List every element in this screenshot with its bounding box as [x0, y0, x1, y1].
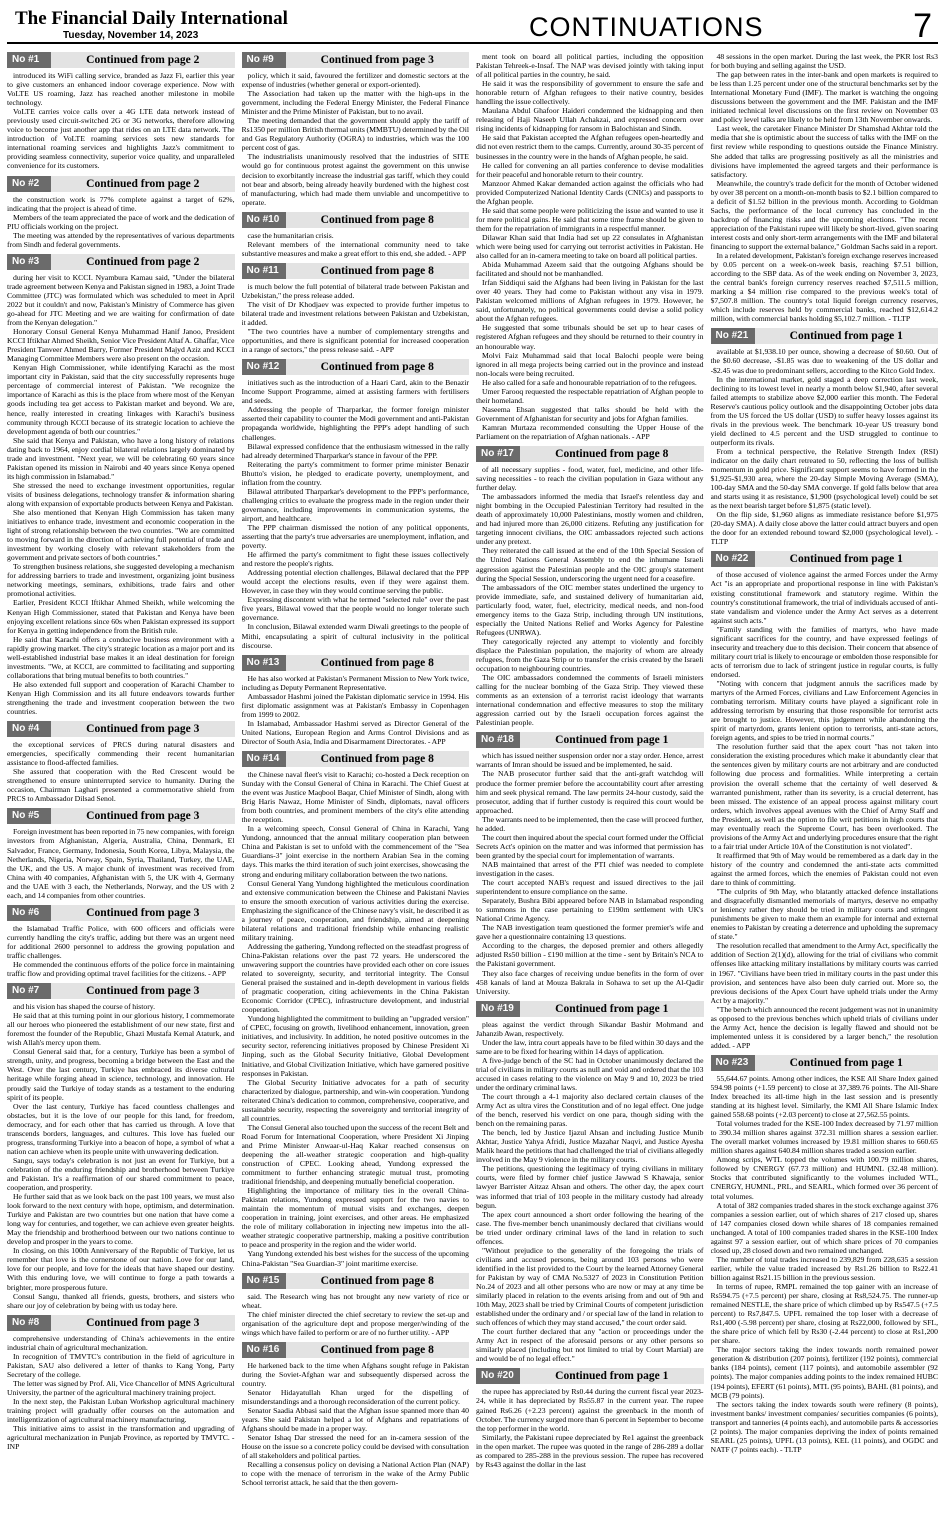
paragraph: the Islamabad Traffic Police, with 600 officers and officials were currently handling the city's traffic, adding but there was an urgent need for additional 2600 personnel to address the growing population and traffic challenges. [7, 923, 235, 960]
paragraph: Naseema Ehsan suggested that talks should be held with the Government of Afghanistan for security and jobs for Afghan families. [476, 404, 704, 423]
paragraph: Senator Hidayatullah Khan urged for the dispelling of misunderstandings and a thorough reconsideration of the current policy. [241, 1387, 469, 1406]
continued-header [242, 212, 470, 228]
paragraph: "Without prejudice to the generality of the foregoing the trials of civilians and accused persons, being around 103 persons who were identified in the list provided to the Court by the learned Attorney General for Pakistan by way of CMA No.5327 of 2023 in Constitution Petition No.24 of 2023 and all other persons who are now or may at any time be similarly placed in relation to the events arising from and out of 9th and 10th May, 2023 shall be tried by Criminal Courts of competent jurisdiction established under the ordinary and / or special law of the land in relation to such offences of which they may stand accused," the court order said. [476, 1245, 704, 1328]
paragraph: of all necessary supplies - food, water, fuel, medicine, and other life-saving necessities - to reach the civilian population in Gaza without any further delay. [476, 465, 704, 493]
paragraph: the rupee has appreciated by Rs0.44 during the current fiscal year 2023-24, while it has depreciated by Rs55.87 in the current year. The rupee gained Rs6.26 (+2.23 percent) against the greenback in the month of October. The currency surged more than 6 percent in September to become the top performer in the world. [476, 1387, 704, 1433]
paragraph: He said that some people were politicizing the issue and wanted to use it for mere political gains. He said that some time frame should be given to them for the repatriation of immigrants in a respectful manner. [476, 205, 704, 233]
continued-from-label: Continued from page 8 [320, 656, 434, 669]
article [242, 52, 470, 207]
continued-from-label: Continued from page 3 [86, 723, 200, 736]
paragraph: The sectors taking the index towards south were refinery (8 points), investment banks/ investment companies/ securities companies (6 points), transport and tanneries (4 points each), and automobile parts & accessories (2 points). The major companies depriving the index of points remained SEARL (25 points), UPFL (13 points), KEL (11 points), and OGDC and NATF (7 points each). - TLTP [710, 1399, 938, 1454]
paragraph: A total of 382 companies traded shares in the stock exchange against 376 companies a session earlier, out of which shares of 217 closed up, shares of 147 companies closed down while shares of 18 companies remained unchanged. A total of 100 companies traded shares in the KSE-100 Index against 97 a session earlier, out of which share prices of 70 companies closed up, 28 closed down and two remained unchanged. [710, 1200, 938, 1255]
continued-from-label: Continued from page 2 [86, 255, 200, 268]
paragraph: "The culprits of 9th May, who blatantly attacked defence installations and disgracefully dismantled memorials of martyrs, deserve no empathy or leniency rather they should be tried in military courts and stringent punishments be given to make them an example for internal and external enemies to Pakistan by creating a deterrence and upholding the supremacy of state." [710, 887, 938, 942]
paragraph: Dilawar Khan said that India had set up 22 consulates in Afghanistan which were being used for carrying out terrorist activities in Pakistan. He also called for an in-camera meeting to take on board all political parties. [476, 232, 704, 261]
paragraph: He called for convening an all parties conference to devise modalities for their peaceful and honorable return to their country. [476, 160, 704, 179]
continued-from-label: Continued from page 3 [86, 810, 200, 823]
paragraph: He said that Karachi offers a conducive business environment with a rapidly growing market. The city's strategic location as a major port and its well-established industrial base makes it an ideal destination for foreign investments. "We, at KCCI, are committed to facilitating and supporting collaborations that bring mutual benefits to both countries." [7, 634, 235, 680]
article [7, 176, 235, 249]
continued-header [7, 983, 235, 999]
paragraph: In recognition of TMVTC's contribution in the field of agriculture in Pakistan, SAU also delivered a letter of thanks to Kang Yong, Party Secretary of the college. [7, 1351, 235, 1379]
paragraph: The ambassadors informed the media that Israel's relentless day and night bombing in the Occupied Palestinian Territory had resulted in the death of approximately 10,000 Palestinians, mostly women and children, and had injured more than 26,000 citizens. Refuting any justification for targeting innocent civilians, the OIC ambassadors rejected such actions under any pretext. [476, 492, 704, 547]
paragraph: The PPP chairman dismissed the notion of any political opponents, asserting that the party's true adversaries are unemployment, inflation, and poverty. [241, 522, 469, 551]
paragraph: He commended the continuous efforts of the police force in maintaining traffic flow and providing optimal travel facilities for the citizens. - APP [7, 959, 235, 979]
paragraph: The letter was signed by Prof. Ali, Vice Chancellor of MNS Agricultural University, the partner of the agricultural machinery training project. [7, 1378, 235, 1397]
paragraph: Bilawal attributed Tharparkar's development to the PPP's performance, challenging critics to evaluate the progress made in the region under their governance, including improvements in communication systems, the airport, and healthcare. [241, 486, 469, 523]
article [242, 359, 470, 649]
article [476, 1001, 704, 1364]
continued-header [476, 732, 704, 748]
article-number: No #17 [476, 446, 520, 462]
article-number: No #13 [242, 655, 286, 671]
continued-from-label: Continued from page 3 [86, 1316, 200, 1329]
paragraph: He said that Pakistan accepted the Afghan refugees open-heartedly and did not even restrict them to the camps. Currently, around 30-35 percent of businesses in the country were in the hands of Afghan people, he said. [476, 133, 704, 161]
paragraph: Members of the team appreciated the pace of work and the dedication of PIU officials working on the project. [7, 212, 235, 231]
article-body [711, 52, 939, 323]
continued-from-label: Continued from page 8 [320, 1274, 434, 1287]
paragraph: She said that Kenya and Pakistan, who have a long history of relations dating back to 1964, enjoy cordial bilateral relations largely dominated by trade and investment. "Next year, we will be celebrating 60 years since Pakistan opened its mission in Nairobi and 40 years since Kenya opened its high commission in Islamabad." [7, 435, 235, 481]
paragraph: Kenyan High Commissioner, while identifying Karachi as the most important city in Pakistan, said that the city successfully represents huge percentage of commercial interest of Pakistan. "We recognize the importance of Karachi as this is the place from where most of the Kenyan goods including tea get access to Pakistan market and beyond. We are, hence, really interested in creating linkages with Karachi's business community through KCCI because of its strategic location to achieve the development agenda of both our countries." [7, 363, 235, 436]
article-body [7, 827, 235, 899]
paragraph: 55,644.67 points. Among other indices, the KSE All Share Index gained 594.98 points (+1.59 percent) to close at 37,389.76 points. The All-Share Index breached its all-time high in the last session and is presently standing at its highest level. Similarly, the KMI All Share Islamic Index gained 558.68 points (+2.03 percent) to close at 27,562.55 points. [710, 1073, 938, 1120]
paragraph: ment took on board all political parties, including the opposition Pakistan Tehreek-e-Insaf. The NAP was devised jointly with taking input of all political parties in the country, he said. [476, 52, 704, 80]
paragraph: The Consul General also touched upon the success of the recent Belt and Road Forum for International Cooperation, where President Xi Jinping and Prime Minister Anwaar-ul-Haq Kakar reached consensus on deepening the all-weather strategic cooperation and high-quality construction of CPEC. Looking ahead, Yundong expressed the commitment to further enhancing strategic mutual trust, promoting traditional friendship, and deepening mutually beneficial cooperation. [241, 1122, 469, 1187]
paragraph: Senator Ishaq Dar stressed the need for an in-camera session of the House on the issue so a concrete policy could be devised with consultation of all stakeholders and political parties. [241, 1433, 469, 1461]
paragraph: Umer Farooq requested the respectable repatriation of Afghan people to their homeland. [476, 386, 704, 405]
continued-header [242, 1342, 470, 1358]
continued-header [7, 905, 235, 921]
article [7, 808, 235, 899]
article-number: No #14 [242, 751, 286, 767]
article [7, 254, 235, 716]
paragraph: Maulana Abdul Ghafoor Haideri condemned the kidnapping and then releasing of Haji Naseeb Ullah Achakzai, and expressed concern over rising incidents of kidnapping for ransom in Balochistan and Sindh. [476, 106, 704, 134]
article-body [476, 465, 704, 727]
continued-from-label: Continued from page 1 [555, 1002, 669, 1015]
paragraph: Relevant members of the international community need to take substantive measures and make a great effort to this end, she added. - APP [241, 239, 469, 258]
paragraph: said. The Research wing has not brought any new variety of rice or wheat. [241, 1291, 469, 1310]
continued-header [476, 1001, 704, 1017]
paragraph: The meeting demanded that the government should apply the tariff of Rs1350 per million British thermal units (MMBTU) determined by the Oil and Gas Regulatory Authority (OGRA) to industries, which was the 100 percent cost of gas. [241, 116, 469, 153]
paragraph: "The bench which announced the recent judgement was not in unanimity as opposed to the previous benches which upheld trials of civilians under the Army Act, hence the decision is legally flawed and should not be implemented unless it is considered by a larger bench," the resolution added. - APP [710, 1004, 938, 1050]
paragraph: The resolution further said that the apex court "has not taken into consideration the existing procedures which make it abundantly clear that the sentences given by military courts are not arbitrary and are conducted following due process and formalities. While interpreting a certain provision the overall scheme that the certainty of well deserved & warranted punishment, rather than its severity, is a crucial deterrent, has been missed. The existence of an appeal process against military court orders, which involves appeal avenues with the Chief of Army Staff and the President, as well as the option to file writ petitions in high courts that may eventually reach the Supreme Court, has been overlooked. The provisions of the Army Act and underlying procedures ensure that the right to a fair trial under Article 10A of the Constitution is not violated". [710, 742, 938, 851]
article-body [242, 378, 470, 649]
paragraph: In the next step, the Pakistan Luban Workshop agricultural machinery training project will gradually offer courses on the automation and intelligentization of agricultural machinery manufacturing. [7, 1397, 235, 1425]
article-body [242, 1292, 470, 1337]
paragraph: VoLTE carries voice calls over a 4G LTE data network instead of previously used circuit-switched 2G or 3G networks, therefore allowing voice to become just another app that rides on an LTE data network. The introduction of VoLTE roaming services sets new standards for international roaming services and highlights Jazz's commitment to providing seamless connectivity, superior voice quality, and unparalleled convenience for its customers. [7, 107, 235, 171]
paragraph: Senator Saadia Abbasi said that the Afghan issue spanned more than 40 years. She said Pakistan helped a lot of Afghans and repatriations of Afghans should be made in a proper way. [241, 1406, 469, 1434]
article-number: No #16 [242, 1342, 286, 1358]
paragraph: Addressing the people of Tharparkar, the former foreign minister asserted their capability to counter the Modi government and anti-Pakistan propaganda worldwide, highlighting the PPP's adept handling of such challenges. [241, 405, 469, 442]
article-number: No #21 [711, 328, 755, 344]
article [242, 751, 470, 1268]
article-number: No #18 [476, 732, 520, 748]
article [476, 52, 704, 441]
continued-header [7, 808, 235, 824]
paragraph: case the humanitarian crisis. [247, 230, 334, 240]
paragraph: the exceptional services of PRCS during natural disasters and emergencies, specifically commending their recent humanitarian assistance to flood-affected families. [7, 740, 235, 768]
article-number: No #7 [7, 983, 51, 999]
paragraph: He said it was the responsibility of government to ensure the safe and honorable return of Afghan refugees to their native country, besides handling the issue collectively. [476, 79, 704, 107]
paragraph: The court further declared that any "action or proceedings under the Army Act in respect of the aforesaid persons or any other persons so similarly placed (including but not limited to trial by Court Martial) are and would be of no legal effect." [476, 1327, 704, 1364]
article-body [242, 770, 470, 1268]
paragraph: The warrants need to be implemented, then the case will proceed further, he added. [476, 814, 704, 833]
paragraph: The number of total trades increased to 239,829 from 228,635 a session earlier, while the value traded increased by Rs1.26 billion to Rs22.41 billion against Rs21.15 billion in the previous session. [710, 1254, 938, 1282]
paragraph: pleas against the verdict through Sikandar Bashir Mohmand and Jahanzib Awan, respectively. [476, 1019, 704, 1038]
continued-from-label: Continued from page 3 [86, 906, 200, 919]
paragraph: Reiterating the party's commitment to former prime minister Benazir Bhutto's vision, he pledged to eradicate poverty, unemployment, and inflation from the country. [241, 459, 469, 487]
article [242, 212, 470, 258]
article-number: No #20 [476, 1368, 520, 1384]
paragraph: during her visit to KCCI. Nyambura Kamau said, "Under the bilateral trade agreement between Kenya and Pakistan signed in 1983, a Joint Trade Committee (JTC) was formulated which was scheduled to meet in April 2022 but it couldn't and now, Pakistan's Ministry of Commerce has given go-ahead for JTC Meeting and we are waiting for confirmation of date from the Kenyan delegation." [7, 272, 235, 328]
paragraph: Addressing potential election challenges, Bilawal declared that the PPP would accept the elections results, even if they were against them. However, in case they win they would continue serving the public. [241, 568, 469, 596]
paragraph: which has issued neither suspension order nor a stay order. Hence, arrest warrants of Imran should be issued and be implemented, he said. [476, 751, 704, 770]
article [7, 983, 235, 1310]
continued-header [7, 1315, 235, 1331]
continued-header [711, 551, 939, 567]
continued-from-label: Continued from page 8 [320, 1343, 434, 1356]
article [242, 263, 470, 354]
paragraph: Addressing the gathering, Yundong reflected on the steadfast progress of China-Pakistan relations over the past 72 years. He underscored the unwavering support the countries have provided each other on core issues related to sovereignty, security, and territorial integrity. The Consul General praised the sustained and in-depth development in various fields of pragmatic cooperation, citing achievements in the China Pakistan Economic Corridor (CPEC), infrastructure development, and industrial cooperation. [241, 941, 469, 1015]
article-body [242, 71, 470, 207]
continued-from-label: Continued from page 8 [320, 361, 434, 374]
continued-from-label: Continued from page 1 [789, 1056, 903, 1069]
article-body [242, 282, 470, 354]
continued-from-label: Continued from page 1 [555, 1370, 669, 1383]
paragraph: The major sectors taking the index towards north remained power generation & distribution (207 points), fertilizer (192 points), commercial banks (184 points), cement (117 points), and automobile assembler (92 points). The major companies adding points to the index remained HUBC (194 points), EFERT (61 points), MTL (95 points), BAHL (81 points), and MCB (79 points). [710, 1345, 938, 1400]
paragraph: initiatives such as the introduction of a Haari Card, akin to the Benazir Income Support Programme, aimed at assisting farmers with fertilisers and seeds. [241, 378, 469, 406]
article-body [476, 52, 704, 441]
paragraph: and his vision has shaped the course of history. [13, 1002, 156, 1012]
article-body [7, 273, 235, 716]
paragraph: NAB maintained that arrest of the PTI chief was needed to complete investigation in the cases. [476, 859, 704, 878]
article-number: No #22 [711, 551, 755, 567]
paragraph: The meeting was attended by the representatives of various departments from Sindh and federal governments. [7, 230, 235, 249]
paragraph: Total volumes traded for the KSE-100 Index decreased by 71.97 million to 390.34 million shares against 372.31 million shares a session earlier. The overall market volumes increased by 19.81 million shares to 660.65 million shares against 640.84 million shares traded a session earlier. [710, 1119, 938, 1156]
paragraph: Similarly, the Pakistani rupee depreciated by Re1 against the greenback in the open market. The rupee was quoted in the range of 286-289 a dollar as compared to 285-288 in the previous session. The rupee has recovered by Rs43 against the dollar in the last [476, 1432, 704, 1469]
paragraph: Under the law, intra court appeals have to be filed within 30 days and the same are to be fixed for hearing within 14 days of application. [476, 1037, 704, 1056]
article [242, 655, 470, 746]
paragraph: The Association had taken up the matter with the high-ups in the government, including the Federal Energy Minister, the Federal Finance Minister and the Prime Minister of Pakistan, but to no avail. [241, 89, 469, 117]
continued-header [7, 176, 235, 192]
continued-header [242, 751, 470, 767]
paragraph: the construction work is 77% complete against a target of 62%, indicating that the project is ahead of time. [7, 194, 235, 213]
article-number: No #10 [242, 212, 286, 228]
continued-from-label: Continued from page 8 [555, 448, 669, 461]
continued-from-label: Continued from page 1 [555, 734, 669, 747]
continued-header [476, 1368, 704, 1384]
paragraph: He suggested that some tribunals should be set up to hear cases of registered Afghan refugees and they should be returned to their country in an honourable way. [476, 323, 704, 351]
article-body [7, 71, 235, 171]
continued-from-label: Continued from page 2 [86, 54, 200, 66]
paragraph: The NAB investigation team questioned the former premier's wife and gave her a questionnaire containing 13 questions. [476, 923, 704, 942]
paragraph: available at $1,938.10 per ounce, showing a decrease of $0.60. Out of the $0.60 decrease, -$1.85 was due to weakening of the US dollar and -$2.45 was due to predominant sellers, according to the Kitco Gold Index. [710, 347, 938, 375]
continued-from-label: Continued from page 3 [86, 985, 200, 998]
paragraph: Consul General said that, for a century, Turkiye has been a symbol of strength, unity, and progress, becoming a bridge between the East and the West. Over the last century, Turkiye has embraced its diverse cultural heritage while forging ahead in science, technology, and innovation. He proudly said the Turkiye of today stands as a testament to the enduring spirit of its people. [7, 1047, 235, 1102]
paragraph: Ambassador Hashmi joined the Pakistan diplomatic service in 1994. His first diplomatic assignment was at Pakistan's Embassy in Copenhagen from 1999 to 2002. [241, 691, 469, 719]
paragraph: Among scrips, WTL topped the volumes with 100.79 million shares, followed by CNERGY (67.73 million) and HUMNL (32.48 million). Stocks that contributed significantly to the volumes included WTL, CNERGY, HUMNL, PRL, and SEARL, which formed over 36 percent of total volumes. [710, 1155, 938, 1201]
paragraph: From a technical perspective, the Relative Strength Index (RSI) indicator on the daily chart retreated to 50, reflecting the loss of bullish momentum in gold price. Significant support seems to have formed in the $1,925-$1,930 area, where the 20-day Simple Moving Average (SMA), 100-day SMA and the 50-day SMA converge. If gold falls below that area and starts using it as resistance, $1,900 (psychological level) could be set as the next bearish target before $1,875 (static level). [710, 446, 938, 511]
article [7, 1315, 235, 1452]
article-body [711, 570, 939, 1049]
paragraph: The gap between rates in the inter-bank and open markets is required to be less than 1.25 percent under one of the structural benchmarks set by the International Monetary Fund (IMF). The market is watching the ongoing discussions between the government and the IMF. Pakistan and the IMF initiated technical level discussions on the first review on November 03 and policy level talks are likely to be held from 13th November onwards. [710, 70, 938, 125]
article-body [242, 231, 470, 258]
paragraph: Separately, Bushra Bibi appeared before NAB in Islamabad responding to summons in the case pertaining to £190m settlement with UK's National Crime Agency. [476, 896, 704, 924]
paragraph: In the international market, gold staged a deep correction last week, declining to its lowest level in nearly a month below $1,940, after several failed attempts to stabilize above $2,000 earlier this month. The Federal Reserve's cautious policy outlook and the disappointing October jobs data from the US forced the US dollar (USD) to suffer heavy losses against its rivals in the previous week. The benchmark 10-year US treasury bond yield declined to 4.5 percent and the USD struggled to continue to outperform its rivals. [710, 374, 938, 447]
continued-header [7, 52, 235, 68]
article-body [242, 1361, 470, 1488]
article [711, 52, 939, 323]
paragraph: The Global Security Initiative advocates for a path of security characterized by dialogue, partnership, and win-win cooperation. Yundong reiterated China's dedication to common, comprehensive, cooperative, and sustainable security, respecting the sovereignty and territorial integrity of all countries. [241, 1077, 469, 1123]
continued-header [711, 328, 939, 344]
article-number: No #9 [242, 52, 286, 68]
continued-from-label: Continued from page 1 [789, 553, 903, 566]
paragraph: The industrialists unanimously resolved that the industries of SITE would go for continuous protest against the government on this unwise decision to exorbitantly increase the industrial gas tariff, which they could not bear and absorb, being already heavily burdened with the highest cost of manufacturing, which had made them unviable and uncompetitive to operate. [241, 152, 469, 207]
article [711, 328, 939, 546]
article-number: No #23 [711, 1055, 755, 1071]
article-body [7, 1334, 235, 1452]
paragraph: In conclusion, Bilawal extended warm Diwali greetings to the people of Mithi, encapsulating a spirit of cultural inclusivity in the political discourse. [241, 622, 469, 650]
paragraph: Molvi Faiz Muhammad said that local Balochi people were being ignored in all mega projects being carried out in the province and instead non-locals were being recruited. [476, 350, 704, 378]
continued-header [242, 263, 470, 279]
paragraph: Meanwhile, the country's trade deficit for the month of October widened by over 38 percent on a month-on-month basis to $2.1 billion compared to a deficit of $1.52 billion in the previous month. According to Goldman Sachs, the performance of the local currency has concluded in the backdrop of financing risks and the upcoming elections. "The recent appreciation of the Pakistani rupee will likely be short-lived, given soaring interest costs and only short-term arrangements with the IMF and bilateral financing to support the external balance," Goldman Sachs said in a report. [710, 178, 938, 251]
paragraph: He also extended full support and cooperation of Karachi Chamber to Kenyan High Commission and its all future endeavors towards further strengthening the trade and investment cooperation between the two countries. [7, 679, 235, 717]
paragraph: The chief minister directed the chief secretary to review the set-up and organisation of the agriculture dept and propose merger/winding of the wings which have failed to perform or are of no further utility. - APP [241, 1309, 469, 1337]
paragraph: He has also worked at Pakistan's Permanent Mission to New York twice, including as Deputy Permanent Representative. [241, 673, 469, 692]
paragraph: "Family standing with the families of martyrs, who have made significant sacrifices for the country, and have expressed feelings of insecurity and treachery due to this decision. Their concern that absence of military court trial is likely to encourage or embolden those responsible for acts of terrorism due to lack of stringent justice in regular courts, is fully endorsed. [710, 624, 938, 679]
article [476, 732, 704, 995]
paragraph: This initiative aims to assist in the transformation and upgrading of agricultural mechanization in Punjab Province, as reported by TMVTC. - INP [7, 1424, 235, 1452]
paragraph: Yang Yundong extended his best wishes for the success of the upcoming China-Pakistan "Sea Guardian-3" joint maritime exercise. [241, 1249, 469, 1268]
paragraph: Honorary Consul General Kenya Muhammad Hanif Janoo, President KCCI Iftikhar Ahmed Sheikh, Senior Vice President Altaf A. Ghaffar, Vice President Tanveer Ahmed Barry, Former President Majyd Aziz and KCCI Managing Committee Members were also present on the occasion. [7, 327, 235, 364]
article-body [711, 1074, 939, 1454]
paragraph: is much below the full potential of bilateral trade between Pakistan and Uzbekistan," the press release added. [241, 281, 469, 300]
continued-from-label: Continued from page 1 [789, 330, 903, 343]
paragraph: Consul General Yang Yundong highlighted the meticulous coordination and extensive communication between the Chinese and Pakistani Navies to ensure the smooth execution of various activities during the exercise. Emphasizing the significance of the Chinese navy's visit, he described it as a journey of peace, cooperation, and friendship, aimed at deepening bilateral relations and traditional friendship while enhancing realistic military training. [241, 878, 469, 942]
continued-from-label: Continued from page 8 [320, 213, 434, 226]
article-number: No #4 [7, 721, 51, 737]
paragraph: The court accepted NAB's request and issued directives to the jail superintendent to ensure compliance on the same. [476, 878, 704, 897]
article-body [7, 1002, 235, 1310]
article-number: No #11 [242, 263, 286, 279]
article-columns [7, 52, 938, 1527]
paragraph: Sangu, says today's celebration is not just an event for Turkiye, but a celebration of the enduring friendship and brotherhood between Turkiye and Pakistan. It's a reaffirmation of our shared commitment to peace, cooperation, and prosperity. [7, 1155, 235, 1193]
paragraph: In closing, on this 100th Anniversary of the Republic of Turkiye, let us remember that love is the cornerstone of our nation. Love for our land, love for our people, and love for the ideals that have shaped our destiny. With this enduring love, we will continue to forge a path towards a brighter, more prosperous future. [7, 1246, 235, 1292]
article-body [476, 1020, 704, 1364]
paragraph: introduced its WiFi calling service, branded as Jazz Fi, earlier this year to give customers an enhanced indoor coverage experience. Now with VoLTE US roaming, Jazz has reached another milestone in mobile technology. [7, 71, 235, 108]
article-number: No #5 [7, 808, 51, 824]
paragraph: Expressing discontent with what he termed "selected rule" over the past five years, Bilawal vowed that the people would no longer tolerate such governance. [241, 595, 469, 623]
paragraph: According to the charges, the deposed premier and others allegedly adjusted Rs50 billion - £190 million at the time - sent by Britain's NCA to the Pakistani government. [476, 941, 704, 969]
column-2 [242, 52, 470, 1527]
continued-header [242, 52, 470, 68]
article-body [242, 674, 470, 746]
article-number: No #15 [242, 1273, 286, 1289]
article [711, 1055, 939, 1454]
paragraph: Yundong highlighted the commitment to building an "upgraded version" of CPEC, focusing on growth, livelihood enhancement, innovation, green initiatives, and inclusivity. In addition, he noted positive outcomes in the security sector, referencing initiatives proposed by Chinese President Xi Jinping, such as the Global Security Initiative, Global Development Initiative, and Global Civilization Initiative, which have garnered positive responses in Pakistan. [241, 1014, 469, 1078]
paragraph: It reaffirmed that 9th of May would be remembered as a dark day in the history of the country and condemned the anti-state acts committed against the armed forces, which the enemies of Pakistan could not even dare to think of committing. [710, 850, 938, 888]
article-number: No #6 [7, 905, 51, 921]
article-number: No #1 [7, 52, 51, 68]
article [242, 1342, 470, 1488]
article [242, 1273, 470, 1337]
column-4 [711, 52, 939, 1527]
continued-header [7, 721, 235, 737]
paragraph: The court through a 4-1 majority also declared certain clauses of the Army Act as ultra vires the Constitution and of no legal effect. One judge of the bench, reserved his verdict on one para, though siding with the bench on the remaining paras. [476, 1092, 704, 1129]
paragraph: Highlighting the importance of military ties in the overall China-Pakistan relations, Yundong expressed support for the two navies to maintain the momentum of mutual visits and exchanges, deepen cooperation in training, joint exercises, and other areas. He emphasized the role of military collaboration in injecting new impetus into the all-weather strategic cooperative partnership, making a positive contribution to peace and prosperity in the region and the wider world. [241, 1186, 469, 1250]
newspaper-name: The Financial Daily International [15, 8, 288, 29]
article [7, 721, 235, 803]
paragraph: Bilawal expressed confidence that the enthusiasm witnessed in the rally had already determined Tharparkar's stance in favour of the PPP. [241, 441, 469, 460]
paragraph: He also called for a safe and honourable repatriation of to the refugees. [482, 377, 697, 387]
article-body [7, 195, 235, 249]
paragraph: Foreign investment has been reported in 75 new companies, with foreign investors from Afghanistan, Algeria, Australia, China, Denmark, El Salvador, France, Germany, Indonesia, South Korea, Libya, Malaysia, the Netherlands, Nigeria, Norway, Spain, Syria, Thailand, Turkey, the UAE, the UK, and the US. A major chunk of investment was received from China with 40 companies, Afghanistan with 5, the UK with 4, Germany and the UAE with 3 each, the Netherlands, Norway, and the US with 2 each, and 14 companies from other countries. [7, 827, 235, 900]
column-1 [7, 52, 235, 1527]
paragraph: Kamran Murtaza recommended consulting the Upper House of the Parliament on the repatriation of Afghan nationals. - APP [476, 422, 704, 441]
article [476, 446, 704, 727]
article-body [7, 924, 235, 978]
continued-from-label: Continued from page 2 [86, 177, 200, 190]
article [711, 551, 939, 1049]
issue-date: Tuesday, November 14, 2023 [63, 30, 199, 41]
paragraph: On the flip side, $1,960 aligns as immediate resistance before $1,975 (20-day SMA). A daily close above the latter could attract buyers and open the door for an extended rebound toward $2,000 (psychological level). - TLTP [710, 510, 938, 547]
article [7, 52, 235, 171]
article-body [711, 347, 939, 546]
paragraph: Consul Sangu, thanked all friends, guests, brothers, and sisters who share our joy of celebration by being with us today here. [7, 1291, 235, 1310]
article-body [476, 1387, 704, 1468]
continued-from-label: Continued from page 8 [320, 753, 434, 765]
paragraph: Last week, the caretaker Finance Minister Dr Shamshad Akhtar told the media that she is optimistic about the success of talks with the IMF on the first review while responding to questions outside the Finance Ministry. She added that talks are progressing positively as all the ministries and divisions have implemented the agreed targets and their performance is satisfactory. [710, 124, 938, 179]
paragraph: "Noting with concern that judgment annuls the sacrifices made by martyrs of the Armed Forces, civilians and Law Enforcement Agencies in combating terrorism. Military courts have played a significant role in addressing terrorism by ensuring that those responsible for terrorist acts are brought to justice. However, this judgement while abandoning the spirit of martyrdom, grants lenient option to terrorists, anti-state actors, foreign agents, and spies to be tried in normal courts." [710, 679, 938, 743]
paragraph: In a related development, Pakistan's foreign exchange reserves increased by 0.05 percent on a week-on-week basis, reaching $7.51 billion, according to the SBP data. As of the week ending on November 3, 2023, the central bank's foreign currency reserves reached $7,511.5 million, marking a $4 million rise compared to the previous week's total of $7,507.8 million. The country's total liquid foreign currency reserves, which include reserves held by commercial banks, reached $12,614.2 million, with commercial banks holding $5,102.7 million. - TLTP [710, 251, 938, 324]
article-number: No #3 [7, 254, 51, 270]
paragraph: Recalling a consensus policy on devising a National Action Plan (NAP) to cope with the menace of terrorism in the wake of the Army Public School terrorist attack, he said that the then govern- [241, 1460, 469, 1488]
paragraph: "The two countries have a number of complementary strengths and opportunities, and there is significant potential for increased cooperation in a range of sectors," the press release said. - APP [241, 327, 469, 355]
paragraph: To strengthen business relations, she suggested developing a mechanism for addressing barriers to trade and investment, organizing joint business networking meetings, seminars, exhibitions, trade fairs and other promotional activities. [7, 562, 235, 599]
paragraph: The resolution recalled that amendment to the Army Act, specifically the addition of Section 2(1)(d), allowing for the trial of civilians who commit offenses like attacking military installations by military courts was carried in 1967. "Civilians have been tried in military courts in the past under this provision, and sentences have also been duly carried out. More so, the previous decisions of the Apex Court have upheld trials under the Army Act by a majority." [710, 941, 938, 1005]
paragraph: She stressed the need to exchange investment opportunities, regular visits of business delegations, technology transfer & information sharing along with expansion of exportable products between Kenya and Pakistan. [7, 480, 235, 508]
paragraph: He affirmed the party's commitment to fight these issues collectively and restore the people's rights. [241, 550, 469, 569]
paragraph: He further said that as we look back on the past 100 years, we must also look forward to the next century with hope, optimism, and determination. Turkiye and Pakistan are two countries but one nation that have come a long way for centuries, and together, we can achieve even greater heights. May the friendship and brotherhood between our two nations continue to develop and prosper in the years to come. [7, 1192, 235, 1247]
paragraph: He said that at this turning point in our glorious history, I commemorate all our heroes who pioneered the establishment of our new state, first and foremost the founder of the Republic, Ghazi Mustafa Kemal Ataturk, and wish Allah's mercy upon them. [7, 1011, 235, 1048]
paragraph: The OIC ambassadors condemned the comments of Israeli ministers calling for the nuclear bombing of the Gaza Strip. They viewed these comments as an extension of a terrorist racist ideology that warrants international condemnation and effective measures to stop the military aggression carried out by the Israeli occupation forces against the Palestinian people. [476, 673, 704, 728]
paragraph: The bench, led by Justice Ijazul Ahsan and including Justice Munib Akhtar, Justice Yahya Afridi, Justice Mazahar Naqvi, and Justice Ayesha Malik heard the petitions that had challenged the trial of civilians allegedly involved in the May 9 violence in the military courts. [476, 1128, 704, 1165]
article [476, 1368, 704, 1468]
paragraph: the Chinese naval fleet's visit to Karachi; co-hosted a Deck reception on Sunday with the Consul General of China in Karachi. The Chief Guest at the event was Justice Maqbool Baqar, Chief Minister of Sindh, along with Brig Haris Nawaz, Home Minister of Sindh, diplomats, naval officers from both countries, and prominent members of the city's elite attending the reception. [241, 770, 469, 825]
paragraph: He harkened back to the time when Afghans sought refuge in Pakistan during the Soviet-Afghan war and subsequently dispersed across the country. [241, 1360, 469, 1388]
continued-header [7, 254, 235, 270]
paragraph: policy, which it said, favoured the fertilizer and domestic sectors at the expense of industries (whether general or export-oriented). [241, 71, 469, 90]
masthead [7, 6, 938, 44]
paragraph: They categorically rejected any attempt to violently and forcibly displace the Palestinian population, the majority of whom are already refugees, from the Gaza Strip or to transfer the crisis created by the Israeli occupation to neighbouring countries. [476, 636, 704, 674]
article-number: No #12 [242, 359, 286, 375]
article-number: No #2 [7, 176, 51, 192]
paragraph: They reiterated the call issued at the end of the 10th Special Session of the United Nations General Assembly to end the inhumane Israeli aggression against the Palestinian people and the OIC group's statement during the Special Session, underscoring the urgent need for a ceasefire. [476, 546, 704, 583]
continued-header [711, 1055, 939, 1071]
paragraph: She assured that cooperation with the Red Crescent would be strengthened to ensure uninterrupted service to humanity. During the occasion, Chairman Laghari presented a commemorative shield from PRCS to Ambassador Dilsad Senol. [7, 767, 235, 804]
paragraph: She also mentioned that Kenyan High Commission has taken many initiatives to enhance trade, investment and economic cooperation in the light of strong relationship between the two countries. "We are committed to moving forward in the direction of achieving full potential of trade and investment by working closely with relevant stakeholders from the government and private sectors of both countries." [7, 508, 235, 563]
paragraph: In Islamabad, Ambassador Hashmi served as Director General of the United Nations, European Region and Arms Control Divisions and as Director of South Asia, India and Disarmament Directorates. - APP [241, 718, 469, 746]
column-3 [476, 52, 704, 1527]
section-title: CONTINUATIONS [529, 12, 764, 42]
continued-header [242, 1273, 470, 1289]
paragraph: The apex court announced a short order following the hearing of the case. The five-member bench unanimously declared that civilians would be tried under ordinary criminal laws of the land in relation to such offences. [476, 1209, 704, 1246]
paragraph: of those accused of violence against the armed Forces under the Army Act "is an appropriate and proportional response in line with Pakistan's existing constitutional framework and statutory regime. Within the country's constitutional framework, the trial of individuals accused of anti-state vandalism and violence under the Army Act serves as a deterrent against such acts." [710, 570, 938, 625]
paragraph: In a welcoming speech, Consul General of China in Karachi, Yang Yundong, announced that the annual military cooperation plan between China and Pakistan is set to unfold with the commencement of the "Sea Guardians-3" joint exercise in the northern Arabian Sea in the coming days. This marks the third iteration of such joint exercises, showcasing the strong and enduring military collaboration between the two nations. [241, 824, 469, 879]
article-number: No #8 [7, 1315, 51, 1331]
article [7, 905, 235, 978]
continued-from-label: Continued from page 8 [320, 264, 434, 277]
paragraph: Irfan Siddiqui said the Afghans had been living in Pakistan for the last over 40 years. They had come to Pakistan without any visa in 1979. Pakistan welcomed millions of Afghan refugees in 1979. However, he said, unfortunately, no political governments could devise a solid policy about the Afghan refugees. [476, 278, 704, 324]
article-body [476, 751, 704, 995]
paragraph: They also face charges of receiving undue benefits in the form of over 458 kanals of land at Mouza Bakrala in Sohawa to set up the Al-Qadir University. [476, 968, 704, 996]
paragraph: Over the last century, Turkiye has faced countless challenges and obstacles, but it is the love of our people for this land, for freedom, democracy, and for each other that has carried us through. A love that transcends borders, languages, and cultures. This love has fueled our progress, transforming Turkiye into a beacon of hope, a symbol of what a nation can achieve when its people unite with unwavering dedication. [7, 1101, 235, 1156]
paragraph: comprehensive understanding of China's achievements in the entire industrial chain of agricultural mechanization. [7, 1333, 235, 1352]
continued-header [242, 655, 470, 671]
paragraph: In terms of rupee, RMPL remained the top gainer with an increase of Rs594.75 (+7.5 percent) per share, closing at Rs8,524.75. The runner-up remained NESTLE, the share price of which climbed up by Rs547.5 (+7.5 percent) to Rs7,847.5. UPFL remained the top loser with a decrease of Rs1,400 (-5.98 percent) per share, closing at Rs22,000, followed by SFL, the share price of which fell by Rs30 (-2.44 percent) to close at Rs1,200 per share. [710, 1282, 938, 1346]
article-number: No #19 [476, 1001, 520, 1017]
paragraph: The ambassadors of the OIC member states underlined the urgency to provide immediate, safe, and sustained delivery of humanitarian aid, particularly food, water, fuel, electricity, medical needs, and non-food emergency items to the Gaza Strip, including through UN institutions, especially the United Nations Relief and Works Agency for Palestine Refugees (UNRWA). [476, 582, 704, 637]
paragraph: Abida Muhammad Azeem said that the outgoing Afghans should be facilitated and should not be manhandled. [476, 260, 704, 279]
paragraph: 48 sessions in the open market. During the last week, the PKR lost Rs3 for both buying and selling against the USD. [710, 52, 938, 71]
paragraph: A five-judge bench of the SC had in October unanimously declared the trial of civilians in military courts as null and void and ordered that the 103 accused in cases relating to the violence on May 9 and 10, 2023 be tried under the ordinary criminal laws. [476, 1055, 704, 1092]
paragraph: The NAB prosecutor further said that the anti-graft watchdog will produce the former premier before the accountability court after arresting him and seek physical remand. The law permits 24-hour custody, said the prosecutor, adding that if further custody is required this court would be approached. [476, 769, 704, 815]
continued-from-label: Continued from page 3 [320, 54, 434, 66]
continued-header [242, 359, 470, 375]
page-number: 7 [913, 7, 932, 45]
paragraph: The court then inquired about the special court formed under the Official Secrets Act's opinion on the matter and was informed that permission has been granted by the special court for implementation of warrants. [476, 832, 704, 860]
paragraph: The petitions, questioning the legitimacy of trying civilians in military courts, were filed by former chief justice Jawwad S Khawaja, senior lawyer Barrister Aitzaz Ahsan and others. The other day, the apex court was informed that trial of 103 people in the military custody had already begun. [476, 1164, 704, 1210]
paragraph: Manzoor Ahmed Kakar demanded action against the officials who had provided Computerized National Identity Cards (CNICs) and passports to the Afghan people. [476, 178, 704, 206]
continued-header [476, 446, 704, 462]
paragraph: Earlier, President KCCI Iftikhar Ahmed Sheikh, while welcoming the Kenyan High Commissioner, stated that Pakistan and Kenya have been enjoying excellent relations since 60s when Pakistan expressed its support for Kenya in getting independence from the British rule. [7, 598, 235, 635]
paragraph: The visit of Dr Khodjaev was expected to provide further impetus to bilateral trade and investment relations between Pakistan and Uzbekistan, it added. [241, 299, 469, 328]
article-body [7, 740, 235, 803]
